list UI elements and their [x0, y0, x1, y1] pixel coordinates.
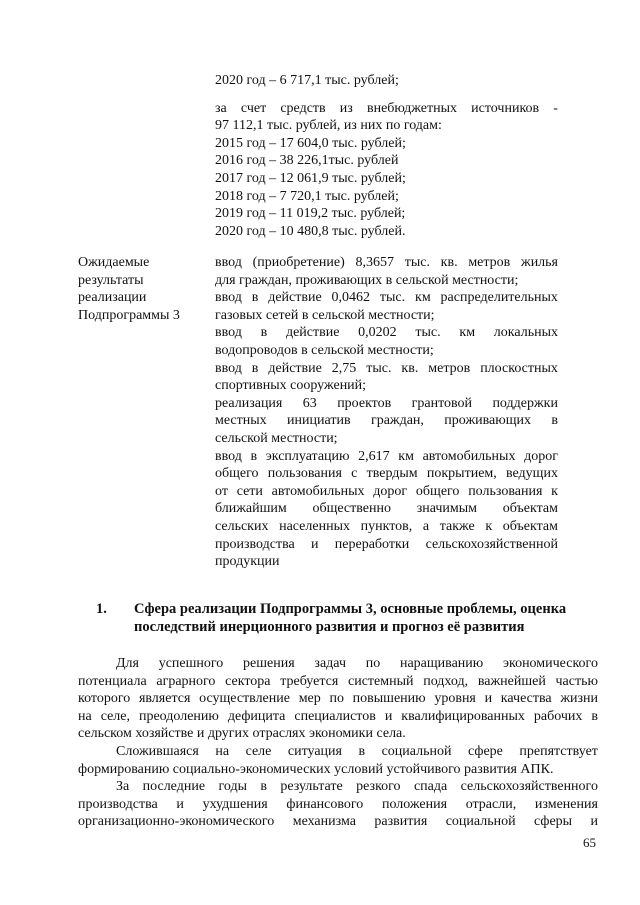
paragraph-line: Сложившаяся на селе ситуация в социальной сфере препятствует [116, 743, 598, 759]
paragraph-line: формированию социально-экономических условий устойчивого развития АПК. [78, 761, 554, 777]
body-text [78, 655, 598, 831]
results-line: общего пользования с твердым покрытием, ведущих [215, 466, 558, 482]
page-number: 65 [583, 835, 596, 850]
results-line: ввод в действие 0,0462 тыс. км распределительных [215, 290, 558, 306]
results-label: Ожидаемые результаты реализации Подпрограммы 3 [78, 255, 180, 323]
results-line: для граждан, проживающих в сельской местности; [215, 272, 519, 288]
funding-year-2019: 2019 год – 11 019,2 тыс. рублей; [215, 206, 406, 222]
results-line: от сети автомобильных дорог общего пользования к [215, 483, 558, 499]
results-line: ближайшим общественно значимым объектам [215, 501, 558, 517]
results-line: местных инициатив граждан, проживающих в [215, 413, 558, 429]
funding-year-2017: 2017 год – 12 061,9 тыс. рублей; [215, 170, 406, 186]
funding-year-2016: 2016 год – 38 226,1тыс. рублей [215, 153, 399, 169]
section-number: 1. [96, 601, 107, 617]
results-line: продукции [215, 554, 280, 570]
paragraph-line: на селе, преодолению дефицита специалистов и квалифицированных рабочих в [78, 708, 598, 724]
results-line: ввод (приобретение) 8,3657 тыс. кв. метров жилья [215, 255, 558, 270]
paragraph-line: Для успешного решения задач по наращиванию экономического [116, 656, 598, 671]
results-line: производства и переработки сельскохозяйственной [215, 536, 558, 552]
paragraph-line: организационно-экономического механизма развития социальной сферы и [78, 814, 598, 830]
paragraph-line: сельском хозяйстве и других отраслях экономики села. [78, 726, 406, 742]
results-line: ввод в действие 0,0202 тыс. км локальных [215, 325, 558, 341]
results-block [215, 254, 558, 571]
funding-year-2020: 2020 год – 10 480,8 тыс. рублей. [215, 223, 406, 239]
results-line: водопроводов в сельской местности; [215, 342, 434, 358]
results-line: газовых сетей в сельской местности; [215, 307, 435, 323]
paragraph-line: потенциала аграрного сектора требуется системный подход, важнейшей частью [78, 673, 598, 689]
results-line: ввод в действие 2,75 тыс. кв. метров плоскостных [215, 360, 558, 376]
results-line: реализация 63 проектов грантовой поддержки [215, 395, 558, 411]
paragraph-line: производства и ухудшения финансового положения отрасли, изменения [78, 796, 598, 812]
results-line: спортивных сооружений; [215, 378, 367, 394]
paragraph-line: которого является осуществление мер по повышению уровня и качества жизни [78, 691, 598, 707]
funding-extra-total: 97 112,1 тыс. рублей, из них по годам: [215, 118, 442, 134]
section-title-line: Сфера реализации Подпрограммы 3, основные проблемы, оценка [134, 601, 567, 617]
funding-year-2015: 2015 год – 17 604,0 тыс. рублей; [215, 135, 406, 151]
funding-extra-intro: за счет средств из внебюджетных источников - [215, 100, 558, 116]
results-line: сельской местности; [215, 430, 338, 446]
results-line: ввод в эксплуатацию 2,617 км автомобильных дорог [215, 448, 558, 464]
section-title-line: последствий инерционного развития и прогноз её развития [134, 619, 525, 635]
funding-block [215, 72, 558, 240]
funding-line: 2020 год – 6 717,1 тыс. рублей; [215, 73, 399, 88]
paragraph-line: За последние годы в результате резкого спада сельскохозяйственного [116, 779, 598, 795]
results-line: сельских населенных пунктов, а также к объектам [215, 518, 558, 534]
funding-year-2018: 2018 год – 7 720,1 тыс. рублей; [215, 188, 399, 204]
